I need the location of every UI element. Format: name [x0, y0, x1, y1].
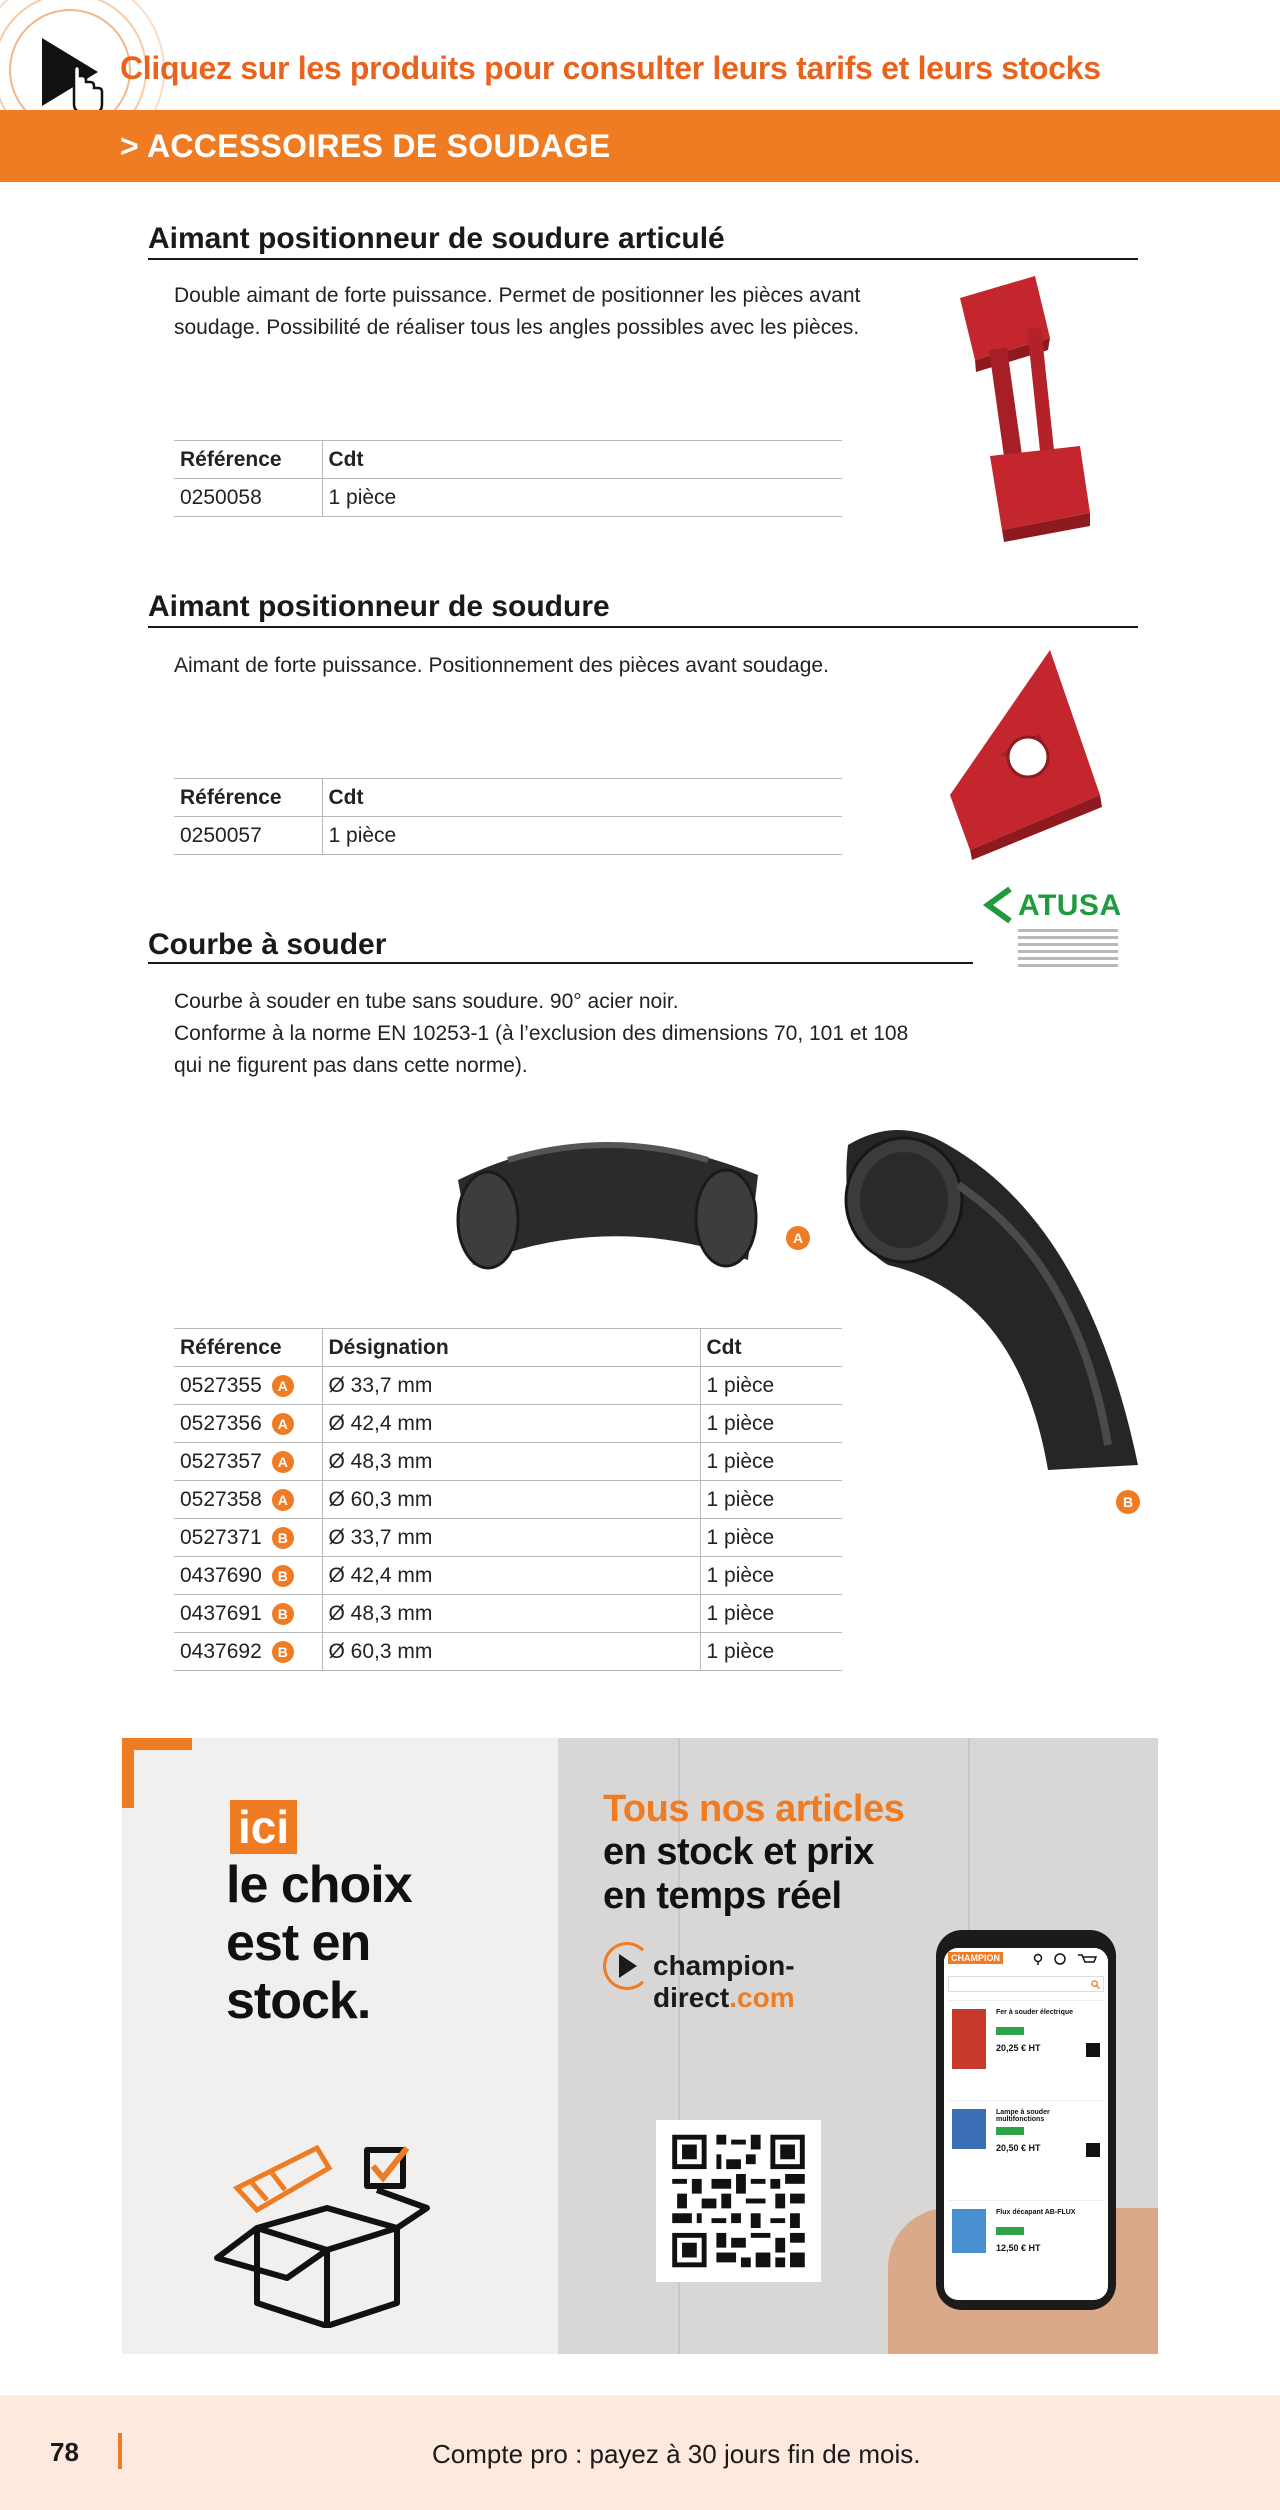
designation-cell: Ø 42,4 mm: [322, 1557, 700, 1595]
products-link[interactable]: Cliquez sur les produits pour consulter leurs tarifs et leurs stocks: [120, 50, 1101, 86]
reference-cell[interactable]: 0527357 A: [174, 1443, 322, 1481]
phone-screen: [944, 1948, 1108, 2300]
phone-topbar: [944, 1948, 1108, 1970]
reference-cell[interactable]: 0527356 A: [174, 1405, 322, 1443]
page-header: [0, 0, 1280, 185]
search-icon: [1091, 1980, 1100, 1989]
subtitle-line: en temps réel: [603, 1875, 842, 1917]
variant-badge: B: [272, 1641, 294, 1663]
title-rule: [148, 962, 973, 964]
promo-left-panel: [122, 1738, 557, 2354]
designation-cell: Ø 33,7 mm: [322, 1519, 700, 1557]
col-header-cdt: Cdt: [322, 779, 842, 817]
variant-badge: A: [272, 1413, 294, 1435]
designation-cell: Ø 60,3 mm: [322, 1481, 700, 1519]
table-row[interactable]: [174, 1405, 842, 1443]
reference-cell[interactable]: 0527371 B: [174, 1519, 322, 1557]
product-description: [174, 986, 908, 1082]
section-title: > ACCESSOIRES DE SOUDAGE: [120, 128, 611, 164]
champion-play-icon: [619, 1954, 637, 1978]
reference-cell[interactable]: 0250057: [174, 817, 322, 855]
phone-list-item: Fer à souder électrique 20,25 € HT: [948, 2000, 1104, 2096]
headline-line: stock.: [226, 1972, 371, 2030]
cart-icon: [1078, 1955, 1096, 1962]
cdt-cell: 1 pièce: [700, 1443, 842, 1481]
cdt-cell: 1 pièce: [700, 1367, 842, 1405]
designation-cell: Ø 60,3 mm: [322, 1633, 700, 1671]
reference-cell[interactable]: 0437692 B: [174, 1633, 322, 1671]
elbow-a-image[interactable]: [448, 1120, 768, 1270]
table-row[interactable]: [174, 817, 842, 855]
reference-cell[interactable]: 0527358 A: [174, 1481, 322, 1519]
product-description: [174, 650, 829, 682]
product-title[interactable]: Aimant positionneur de soudure articulé: [148, 222, 725, 255]
variant-badge: A: [272, 1375, 294, 1397]
box-icon: [197, 2128, 447, 2328]
phone-list-item: Lampe à souder multifonctions 20,50 € HT: [948, 2100, 1104, 2196]
reference-table: [174, 440, 842, 517]
col-header-cdt: Cdt: [322, 441, 842, 479]
col-header-reference: Référence: [174, 441, 322, 479]
promo-right-subtitle: [603, 1830, 874, 1918]
arrow-magnet-image[interactable]: [940, 645, 1110, 860]
page-footer: [0, 2395, 1280, 2510]
variant-badge: B: [272, 1565, 294, 1587]
cdt-cell: 1 pièce: [700, 1481, 842, 1519]
promo-right-title: Tous nos articles: [603, 1788, 905, 1830]
product-title[interactable]: Courbe à souder: [148, 928, 387, 961]
cdt-cell: 1 pièce: [700, 1633, 842, 1671]
reference-table: [174, 778, 842, 855]
champion-url[interactable]: champion-direct.com: [653, 1950, 795, 2013]
variant-badge: A: [272, 1451, 294, 1473]
reference-cell[interactable]: 0250058: [174, 479, 322, 517]
corner-bracket: [122, 1738, 192, 1808]
champion-direct-link[interactable]: [603, 1938, 923, 2013]
designation-cell: Ø 33,7 mm: [322, 1367, 700, 1405]
cdt-cell: 1 pièce: [322, 817, 842, 855]
atusa-logo: [980, 885, 1130, 995]
page-number: 78: [50, 2437, 79, 2467]
atusa-name: ATUSA: [1018, 889, 1122, 922]
atusa-address-block: [1018, 929, 1118, 971]
phone-nav-icons: [1030, 1953, 1102, 1965]
table-row[interactable]: [174, 479, 842, 517]
title-rule: [148, 626, 1138, 628]
title-rule: [148, 258, 1138, 260]
elbow-b-image[interactable]: [838, 1125, 1144, 1475]
col-header-reference: Référence: [174, 1329, 322, 1367]
description-line: soudage. Possibilité de réaliser tous les angles possibles avec les pièces.: [174, 316, 860, 339]
designation-cell: Ø 48,3 mm: [322, 1443, 700, 1481]
image-badge-b: B: [1116, 1490, 1140, 1514]
table-row[interactable]: [174, 1595, 842, 1633]
table-row[interactable]: [174, 1443, 842, 1481]
table-row[interactable]: [174, 1367, 842, 1405]
col-header-reference: Référence: [174, 779, 322, 817]
articulated-magnet-image[interactable]: [940, 268, 1125, 568]
phone-brand: CHAMPION: [948, 1952, 1003, 1964]
designation-cell: Ø 48,3 mm: [322, 1595, 700, 1633]
description-line: qui ne figurent pas dans cette norme).: [174, 1054, 528, 1077]
product-title[interactable]: Aimant positionneur de soudure: [148, 590, 610, 623]
designation-cell: Ø 42,4 mm: [322, 1405, 700, 1443]
headline-line: le choix: [226, 1856, 412, 1914]
cdt-cell: 1 pièce: [700, 1595, 842, 1633]
reference-cell[interactable]: 0527355 A: [174, 1367, 322, 1405]
section-band: [0, 110, 1280, 182]
description-line: Courbe à souder en tube sans soudure. 90° acier noir.: [174, 990, 679, 1013]
phone-mockup: [936, 1930, 1116, 2310]
play-cursor-icon[interactable]: [40, 34, 110, 114]
cdt-cell: 1 pièce: [700, 1405, 842, 1443]
phone-list-item: Flux décapant AB-FLUX 12,50 € HT: [948, 2200, 1104, 2296]
table-row[interactable]: [174, 1519, 842, 1557]
promo-headline: [226, 1856, 412, 2030]
user-icon: [1055, 1954, 1065, 1964]
description-line: Conforme à la norme EN 10253-1 (à l’exclusion des dimensions 70, 101 et 108: [174, 1022, 909, 1045]
variant-badge: B: [272, 1527, 294, 1549]
table-row[interactable]: [174, 1481, 842, 1519]
image-badge-a: A: [786, 1226, 810, 1250]
cdt-cell: 1 pièce: [322, 479, 842, 517]
page-number-bar: [118, 2433, 122, 2469]
footer-message: Compte pro : payez à 30 jours fin de mois.: [432, 2439, 921, 2469]
courbe-reference-table: [174, 1328, 842, 1671]
reference-cell[interactable]: 0437691 B: [174, 1595, 322, 1633]
promo-ici: ici: [230, 1800, 297, 1854]
description-line: Double aimant de forte puissance. Permet de positionner les pièces avant: [174, 284, 861, 307]
description-line: Aimant de forte puissance. Positionnement des pièces avant soudage.: [174, 654, 829, 677]
col-header-designation: Désignation: [322, 1329, 700, 1367]
col-header-cdt: Cdt: [700, 1329, 842, 1367]
reference-cell[interactable]: 0437690 B: [174, 1557, 322, 1595]
location-icon: [1035, 1955, 1042, 1966]
promo-banner[interactable]: [122, 1738, 1158, 2354]
table-row[interactable]: [174, 1557, 842, 1595]
cdt-cell: 1 pièce: [700, 1557, 842, 1595]
promo-right-panel: [558, 1738, 1158, 2354]
variant-badge: A: [272, 1489, 294, 1511]
phone-search: [948, 1976, 1104, 1992]
atusa-chevron-icon: [980, 885, 1016, 925]
qr-code-icon[interactable]: [656, 2120, 821, 2282]
variant-badge: B: [272, 1603, 294, 1625]
product-description: [174, 280, 860, 344]
cdt-cell: 1 pièce: [700, 1519, 842, 1557]
headline-line: est en: [226, 1914, 371, 1972]
subtitle-line: en stock et prix: [603, 1831, 874, 1873]
table-row[interactable]: [174, 1633, 842, 1671]
